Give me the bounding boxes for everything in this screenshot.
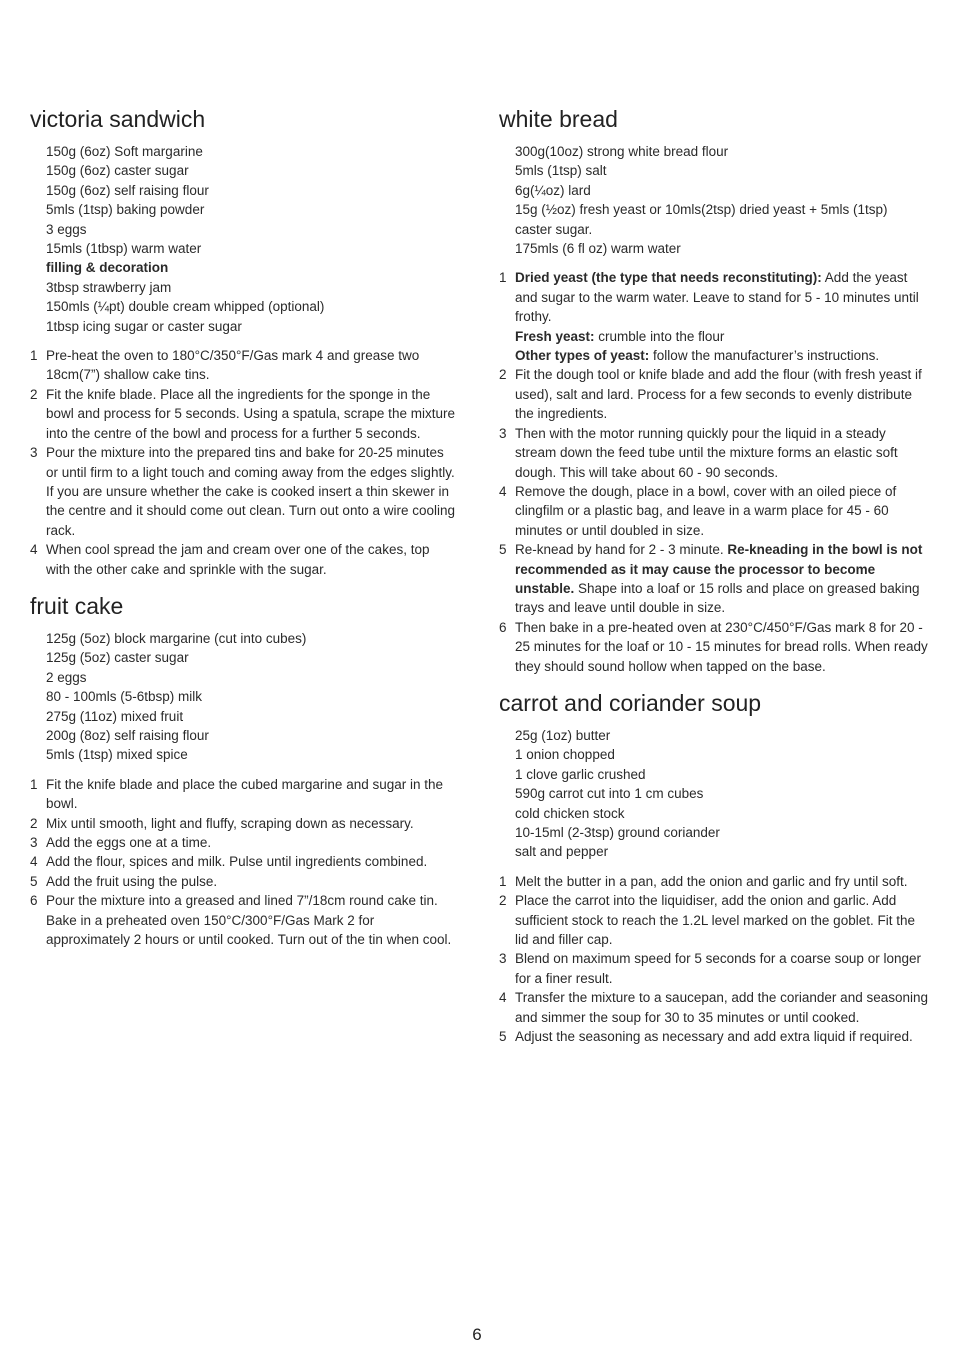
step-text-bold: Fresh yeast: bbox=[515, 328, 595, 344]
step-number: 5 bbox=[30, 873, 38, 889]
step-number: 4 bbox=[30, 542, 38, 558]
ingredient-list bbox=[46, 629, 455, 765]
method-step bbox=[30, 852, 455, 871]
recipe-white-bread bbox=[499, 104, 929, 676]
ingredient-item: 15mls (1tbsp) warm water bbox=[46, 241, 202, 257]
step-number: 1 bbox=[499, 270, 507, 286]
method-steps bbox=[499, 268, 929, 676]
step-text: Pour the mixture into the prepared tins and bake for 20-25 minutes or until firm to a light touch and coming away from the edges slightly. If you are unsure whether the cake is cooked insert a thin skewer in the centre and it should come out clean. Turn out onto a wire cooling rack. bbox=[46, 445, 456, 538]
right-column bbox=[499, 104, 929, 1058]
step-text: Add the eggs one at a time. bbox=[46, 835, 212, 850]
step-text: Shape into a loaf or 15 rolls and place on greased baking trays and leave until double in size. bbox=[515, 580, 920, 616]
step-text: Melt the butter in a pan, add the onion and garlic and fry until soft. bbox=[515, 873, 908, 889]
step-number: 2 bbox=[30, 815, 38, 831]
method-step bbox=[30, 814, 455, 833]
ingredient-item: 150g (6oz) Soft margarine bbox=[46, 144, 203, 159]
method-step bbox=[499, 872, 929, 891]
method-steps bbox=[30, 346, 455, 579]
step-text: Add the fruit using the pulse. bbox=[46, 873, 218, 889]
step-text: Blend on maximum speed for 5 seconds for a coarse soup or longer for a finer result. bbox=[515, 951, 921, 986]
recipe-title: white bread bbox=[499, 106, 618, 132]
method-step bbox=[30, 540, 455, 579]
ingredient-item: salt and pepper bbox=[515, 844, 609, 860]
method-step bbox=[499, 1027, 929, 1046]
method-step bbox=[30, 775, 455, 814]
ingredient-item: 1 clove garlic crushed bbox=[515, 766, 646, 782]
step-number: 2 bbox=[499, 367, 507, 383]
step-text-bold: Re-kneading in the bowl is not recommended as it may cause the processor to become unstable. bbox=[515, 542, 923, 596]
step-text: follow the manufacturer’s instructions. bbox=[649, 348, 880, 364]
method-step bbox=[30, 891, 455, 949]
step-number: 6 bbox=[30, 893, 38, 909]
method-step bbox=[499, 618, 929, 676]
ingredient-item: 5mls (1tsp) mixed spice bbox=[46, 747, 188, 763]
step-text-bold: Dried yeast (the type that needs reconstituting): bbox=[515, 270, 822, 286]
step-number: 1 bbox=[499, 873, 507, 889]
step-text: Pour the mixture into a greased and lined 7”/18cm round cake tin. Bake in a preheated oven 150°C/300°F/Gas Mark 2 for approximately 2 hours or until cooked. Turn out of the tin when cool. bbox=[46, 893, 452, 948]
step-number: 5 bbox=[499, 542, 507, 558]
page-number: 6 bbox=[472, 1325, 482, 1344]
ingredient-item: 150g (6oz) self raising flour bbox=[46, 182, 209, 198]
step-text: Place the carrot into the liquidiser, add the onion and garlic. Add sufficient stock to reach the 1.2L level marked on the goblet. Fit the lid and filler cap. bbox=[515, 893, 915, 948]
recipe-title: victoria sandwich bbox=[30, 106, 206, 132]
ingredient-list bbox=[46, 142, 455, 336]
method-step bbox=[499, 482, 929, 540]
step-text: Add the flour, spices and milk. Pulse until ingredients combined. bbox=[46, 854, 428, 870]
ingredient-item: 5mls (1tsp) salt bbox=[515, 163, 607, 179]
ingredient-item: 10-15ml (2-3tsp) ground coriander bbox=[515, 825, 720, 840]
step-text: Then with the motor running quickly pour the liquid in a steady stream down the feed tube until the mixture forms an elastic soft dough. This will take about 60 - 90 seconds. bbox=[515, 425, 898, 480]
recipe-title: fruit cake bbox=[30, 592, 124, 619]
ingredient-item: 300g(10oz) strong white bread flour bbox=[515, 144, 729, 159]
method-step bbox=[30, 443, 455, 540]
step-number: 6 bbox=[499, 619, 507, 635]
step-number: 4 bbox=[499, 990, 507, 1006]
ingredient-item: 150mls (¼pt) double cream whipped (optional) bbox=[46, 299, 325, 315]
ingredient-item: 5mls (1tsp) baking powder bbox=[46, 202, 205, 218]
method-step bbox=[30, 833, 455, 852]
recipe-title: carrot and coriander soup bbox=[499, 689, 762, 716]
method-steps bbox=[499, 872, 929, 1047]
step-text: Remove the dough, place in a bowl, cover with an oiled piece of clingfilm or a plastic bag, and leave in a warm place for 45 - 60 minutes or until doubled in size. bbox=[515, 483, 897, 538]
step-text: crumble into the flour bbox=[594, 328, 725, 344]
ingredient-item: cold chicken stock bbox=[515, 805, 625, 821]
step-text: Re-knead by hand for 2 - 3 minute. bbox=[515, 542, 728, 558]
step-text: When cool spread the jam and cream over one of the cakes, top with the other cake and sprinkle with the sugar. bbox=[46, 542, 430, 577]
recipe-victoria-sandwich bbox=[30, 104, 455, 579]
step-text: Pre-heat the oven to 180°C/350°F/Gas mark 4 and grease two 18cm(7”) shallow cake tins. bbox=[46, 348, 420, 383]
step-number: 2 bbox=[30, 386, 38, 402]
method-steps bbox=[30, 775, 455, 950]
ingredient-item: 125g (5oz) block margarine (cut into cubes) bbox=[46, 630, 307, 646]
recipe-carrot-and-coriander-soup bbox=[499, 688, 929, 1047]
ingredient-list bbox=[515, 142, 929, 258]
ingredient-item: 3 eggs bbox=[46, 221, 87, 237]
step-text: Mix until smooth, light and fluffy, scraping down as necessary. bbox=[46, 815, 414, 831]
step-number: 3 bbox=[499, 951, 507, 967]
step-text-bold: Other types of yeast: bbox=[515, 348, 650, 364]
recipe-fruit-cake bbox=[30, 591, 455, 950]
method-step bbox=[499, 891, 929, 949]
step-number: 5 bbox=[499, 1029, 507, 1045]
step-number: 3 bbox=[499, 425, 507, 441]
method-step bbox=[499, 268, 929, 365]
ingredient-item: 125g (5oz) caster sugar bbox=[46, 650, 189, 666]
step-number: 3 bbox=[30, 835, 38, 850]
step-text: Adjust the seasoning as necessary and add extra liquid if required. bbox=[515, 1029, 913, 1045]
ingredient-item: 25g (1oz) butter bbox=[515, 727, 611, 743]
step-number: 2 bbox=[499, 893, 507, 909]
step-text: Fit the knife blade. Place all the ingredients for the sponge in the bowl and process for 5 seconds. Using a spatula, scrape the mixture into the centre of the bowl and process for a further 5 seconds. bbox=[46, 386, 455, 441]
ingredient-item: 6g(¼oz) lard bbox=[515, 182, 591, 198]
method-step bbox=[30, 346, 455, 385]
step-number: 1 bbox=[30, 348, 38, 364]
ingredient-item: 1tbsp icing sugar or caster sugar bbox=[46, 318, 242, 334]
ingredient-item: 590g carrot cut into 1 cm cubes bbox=[515, 786, 704, 802]
step-text: Transfer the mixture to a saucepan, add the coriander and seasoning and simmer the soup for 30 to 35 minutes or until cooked. bbox=[515, 990, 929, 1025]
left-column bbox=[30, 104, 455, 961]
ingredient-subheading: filling & decoration bbox=[46, 260, 169, 276]
step-text: Then bake in a pre-heated oven at 230°C/450°F/Gas mark 8 for 20 - 25 minutes for the loaf or 10 - 15 minutes for bread rolls. When ready they should sound hollow when tapped on the base. bbox=[515, 619, 928, 674]
step-number: 3 bbox=[30, 445, 38, 461]
ingredient-item: 3tbsp strawberry jam bbox=[46, 279, 172, 295]
ingredient-item: 150g (6oz) caster sugar bbox=[46, 163, 189, 179]
ingredient-list bbox=[515, 726, 929, 862]
ingredient-item: 15g (½oz) fresh yeast or 10mls(2tsp) dried yeast + 5mls (1tsp) bbox=[515, 202, 888, 218]
step-text: Fit the dough tool or knife blade and add the flour (with fresh yeast if used), salt and lard. Process for a few seconds to evenly distribute the ingredients. bbox=[515, 367, 922, 422]
ingredient-item: 200g (8oz) self raising flour bbox=[46, 727, 209, 743]
step-number: 4 bbox=[30, 854, 38, 870]
step-number: 4 bbox=[499, 483, 507, 499]
method-step bbox=[499, 988, 929, 1027]
method-step bbox=[499, 365, 929, 423]
step-number: 1 bbox=[30, 776, 38, 792]
ingredient-item: 1 onion chopped bbox=[515, 747, 615, 763]
method-step bbox=[30, 385, 455, 443]
method-step bbox=[30, 872, 455, 891]
method-step bbox=[499, 540, 929, 618]
step-text: Add the yeast and sugar to the warm water. Leave to stand for 5 - 10 minutes until frothy. bbox=[515, 270, 919, 325]
ingredient-item: 80 - 100mls (5-6tbsp) milk bbox=[46, 689, 203, 705]
method-step bbox=[499, 949, 929, 988]
method-step bbox=[499, 424, 929, 482]
ingredient-item: caster sugar. bbox=[515, 221, 593, 237]
ingredient-item: 175mls (6 fl oz) warm water bbox=[515, 241, 681, 257]
step-text: Fit the knife blade and place the cubed margarine and sugar in the bowl. bbox=[46, 776, 444, 812]
ingredient-item: 2 eggs bbox=[46, 669, 87, 685]
ingredient-item: 275g (11oz) mixed fruit bbox=[46, 708, 184, 724]
